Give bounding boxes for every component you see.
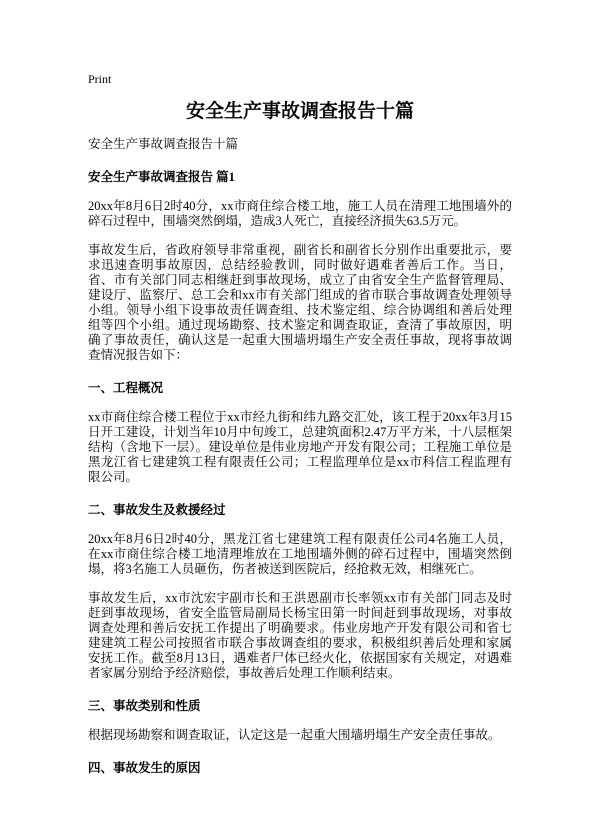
paragraph: 根据现场勘察和调查取证，认定这是一起重大围墙坍塌生产安全责任事故。 — [88, 728, 501, 742]
paragraph: 事故发生后，xx市沈宏宇副市长和王洪恩副市长率领xx市有关部门同志及时赶到事故现场，省安全监管局副局长杨宝田第一时间赶到事故现场，对事故调查处理和善后安抚工作提出了明确要求。伟业房地产开发有限公司和省七建建筑工程公司按照省市联合事故调查组的要求，积极组织善后处理和家属安抚工作。截至8月13日，遇难者尸体已经火化，依据国家有关规定，对遇难者家属分别给予经济赔偿，事故善后处理工作顺利结束。 — [88, 591, 512, 680]
paragraph: 20xx年8月6日2时40分，黑龙江省七建建筑工程有限责任公司4名施工人员，在xx市商住综合楼工地清理堆放在工地围墙外侧的碎石过程中，围墙突然倒塌，将3名施工人员砸伤，伤者被送到医院后，经抢救无效，相继死亡。 — [88, 532, 512, 576]
section-heading: 四、事故发生的原因 — [88, 761, 201, 775]
paragraph: 事故发生后，省政府领导非常重视，副省长和副省长分别作出重要批示，要求迅速查明事故原因，总结经验教训，同时做好遇难者善后工作。当日，省、市有关部门同志相继赶到事故现场，成立了由省安全生产监督管理局、建设厅、监察厅、总工会和xx市有关部门组成的省市联合事故调查处理领导小组。领导小组下设事故责任调查组、技术鉴定组、综合协调组和善后处理组等四个小组。通过现场勘察、技术鉴定和调查取证，查清了事故原因，明确了事故责任，确认这是一起重大围墙坍塌生产安全责任事故，现将事故调查情况报告如下： — [88, 243, 512, 362]
section-heading: 三、事故类别和性质 — [88, 699, 201, 713]
section-heading: 二、事故发生及救援经过 — [88, 503, 226, 517]
section-heading: 一、工程概况 — [88, 381, 164, 395]
paragraph: xx市商住综合楼工程位于xx市经九街和纬九路交汇处，该工程于20xx年3月15日开工建设，计划当年10月中旬竣工，总建筑面积2.47万平方米，十八层框架结构（含地下一层）。建设单位是伟业房地产开发有限公司；工程施工单位是黑龙江省七建建筑工程有限责任公司；工程监理单位是xx市科信工程监理有限公司。 — [88, 410, 512, 484]
paragraph: 20xx年8月6日2时40分，xx市商住综合楼工地，施工人员在清理工地围墙外的碎石过程中，围墙突然倒塌，造成3人死亡，直接经济损失63.5万元。 — [88, 199, 512, 228]
page-title: 安全生产事故调查报告十篇 — [185, 101, 414, 122]
document-body — [88, 137, 512, 776]
print-button[interactable]: Print — [88, 72, 112, 86]
paragraph: 安全生产事故调查报告十篇 — [88, 137, 239, 151]
section-heading: 安全生产事故调查报告 篇1 — [88, 170, 235, 184]
